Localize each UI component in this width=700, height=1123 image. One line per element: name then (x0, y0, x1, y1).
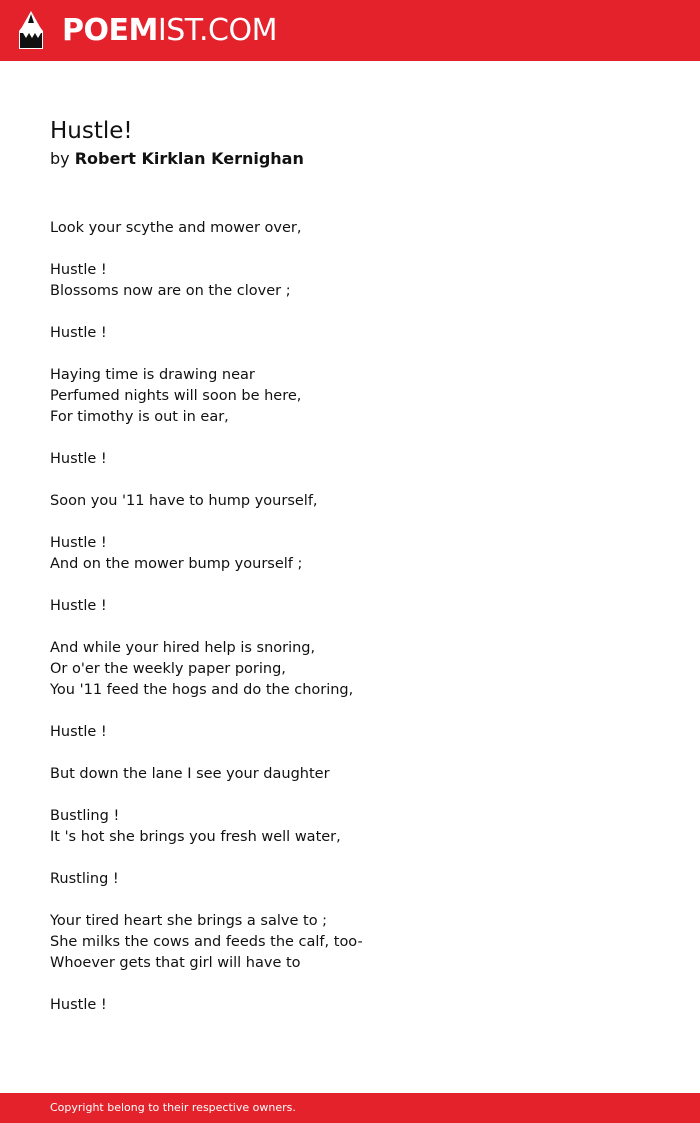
poem-line: And while your hired help is snoring, (50, 640, 316, 656)
poem-line: Look your scythe and mower over, (50, 220, 302, 236)
poem-line: Hustle ! (50, 451, 107, 467)
pencil-tip-icon[interactable] (18, 11, 44, 51)
stanza-break (50, 344, 650, 365)
brand-light-text: IST.COM (157, 13, 277, 48)
poem-line: Hustle ! (50, 724, 107, 740)
stanza-break (50, 470, 650, 491)
poem-line: Blossoms now are on the clover ; (50, 283, 291, 299)
poem-line: Haying time is drawing near (50, 367, 255, 383)
by-label: by (50, 149, 70, 168)
stanza-break (50, 785, 650, 806)
poem-line: Bustling ! (50, 808, 120, 824)
poem-line: Hustle ! (50, 598, 107, 614)
poem-line: Hustle ! (50, 262, 107, 278)
stanza-break (50, 428, 650, 449)
poem-body (50, 218, 650, 1016)
site-header (0, 0, 700, 61)
stanza-break (50, 575, 650, 596)
stanza-break (50, 617, 650, 638)
stanza-break (50, 743, 650, 764)
stanza-break (50, 890, 650, 911)
poem-line: For timothy is out in ear, (50, 409, 229, 425)
stanza-break (50, 974, 650, 995)
stanza-break (50, 302, 650, 323)
site-logo-text[interactable] (62, 12, 277, 50)
poem-author: Robert Kirklan Kernighan (74, 149, 304, 168)
poem-line: Hustle ! (50, 535, 107, 551)
stanza-break (50, 512, 650, 533)
copyright-text: Copyright belong to their respective owners. (50, 1101, 296, 1114)
poem-line: And on the mower bump yourself ; (50, 556, 303, 572)
stanza-break (50, 848, 650, 869)
poem-line: Whoever gets that girl will have to (50, 955, 301, 971)
poem-line: Rustling ! (50, 871, 119, 887)
poem-line: It 's hot she brings you fresh well water, (50, 829, 341, 845)
stanza-break (50, 239, 650, 260)
stanza-break (50, 701, 650, 722)
brand-bold-text: POEM (62, 13, 158, 48)
poem-line: Your tired heart she brings a salve to ; (50, 913, 328, 929)
poem-line: Hustle ! (50, 997, 107, 1013)
poem-line: You '11 feed the hogs and do the choring, (50, 682, 354, 698)
poem-byline (50, 148, 304, 170)
poem-line: She milks the cows and feeds the calf, too- (50, 934, 363, 950)
poem-line: But down the lane I see your daughter (50, 766, 330, 782)
poem-line: Perfumed nights will soon be here, (50, 388, 302, 404)
site-footer (0, 1093, 700, 1123)
poem-title: Hustle! (50, 118, 133, 144)
poem-line: Soon you '11 have to hump yourself, (50, 493, 318, 509)
poem-line: Or o'er the weekly paper poring, (50, 661, 286, 677)
poem-line: Hustle ! (50, 325, 107, 341)
